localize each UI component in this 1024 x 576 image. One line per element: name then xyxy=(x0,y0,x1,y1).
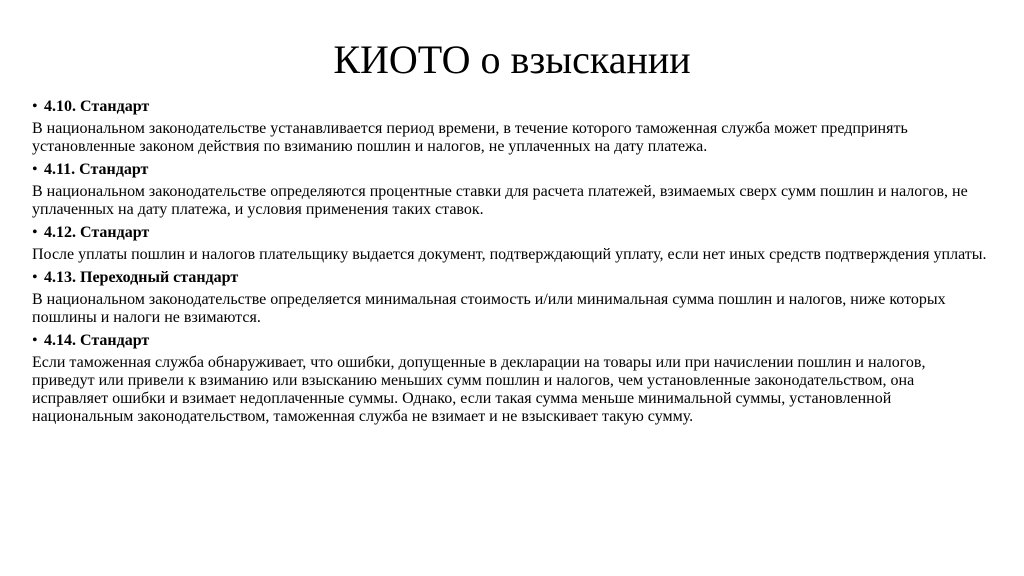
slide-title: КИОТО о взыскании xyxy=(333,37,691,82)
standards-list xyxy=(32,95,992,428)
list-item xyxy=(32,329,992,428)
item-body: После уплаты пошлин и налогов плательщику выдается документ, подтверждающий уплату, если нет иных средств подтверждения уплаты. xyxy=(32,246,987,263)
item-heading xyxy=(32,158,992,182)
item-heading-text: 4.12. Стандарт xyxy=(44,224,150,241)
bullet-icon: • xyxy=(32,269,38,286)
bullet-icon: • xyxy=(32,224,38,241)
bullet-icon: • xyxy=(32,98,38,115)
item-body: Если таможенная служба обнаруживает, что ошибки, допущенные в декларации на товары или при начислении пошлин и налогов, приведут или привели к взиманию или взысканию меньших сумм пошлин и налогов, чем установленные законодательством, она исправляет ошибки и взимает недоплаченные суммы. Однако, если такая сумма меньше минимальной суммы, установленной национальным законодательством, таможенная служба не взимает и не взыскивает такую сумму. xyxy=(32,354,926,425)
item-heading xyxy=(32,221,992,245)
item-body: В национальном законодательстве определяются процентные ставки для расчета платежей, взимаемых сверх сумм пошлин и налогов, не уплаченных на дату платежа, и условия применения таких ставок. xyxy=(32,183,968,218)
list-item xyxy=(32,266,992,329)
item-body: В национальном законодательстве устанавливается период времени, в течение которого таможенная служба может предпринять установленные законом действия по взиманию пошлин и налогов, не уплаченных на дату платежа. xyxy=(32,120,908,155)
item-heading-text: 4.11. Стандарт xyxy=(44,161,149,178)
item-heading xyxy=(32,266,992,290)
item-heading xyxy=(32,95,992,119)
item-heading xyxy=(32,329,992,353)
item-heading-text: 4.13. Переходный стандарт xyxy=(44,269,239,286)
list-item xyxy=(32,95,992,158)
item-heading-text: 4.14. Стандарт xyxy=(44,332,150,349)
item-heading-text: 4.10. Стандарт xyxy=(44,98,150,115)
item-body: В национальном законодательстве определяется минимальная стоимость и/или минимальная сумма пошлин и налогов, ниже которых пошлины и налоги не взимаются. xyxy=(32,291,946,326)
bullet-icon: • xyxy=(32,161,38,178)
list-item xyxy=(32,158,992,221)
bullet-icon: • xyxy=(32,332,38,349)
list-item xyxy=(32,221,992,266)
